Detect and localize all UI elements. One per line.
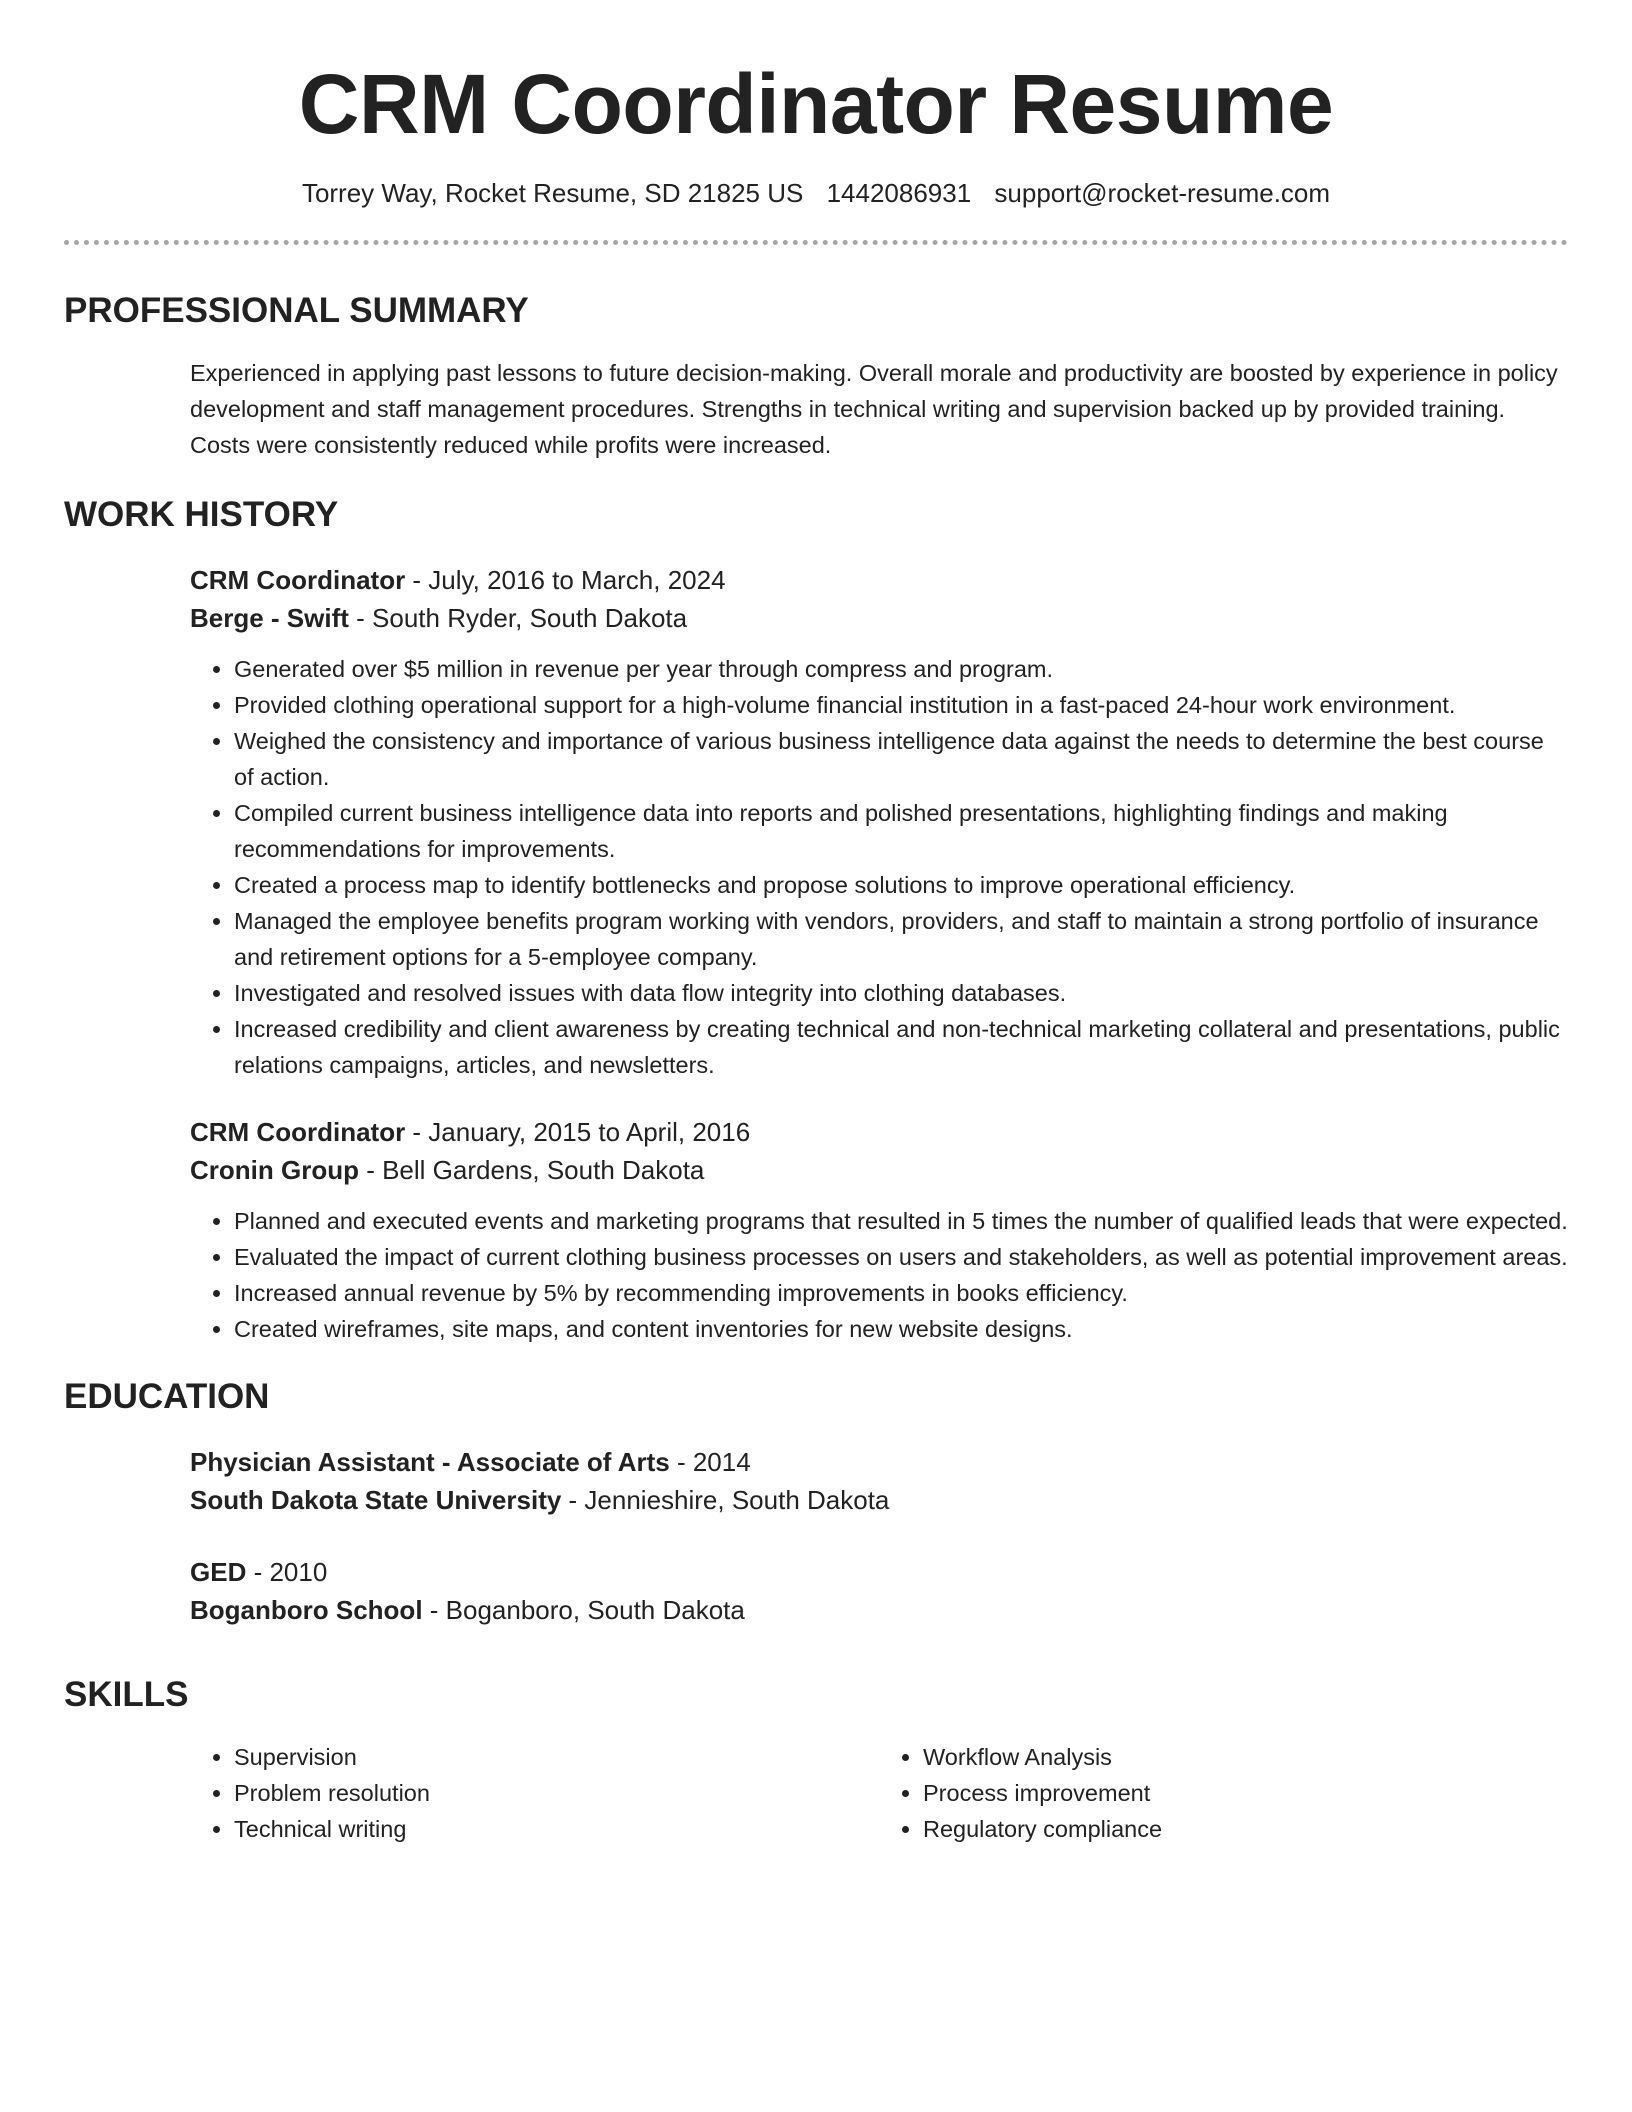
job-company: Berge - Swift bbox=[190, 603, 349, 633]
summary-text: Experienced in applying past lessons to future decision-making. Overall morale and productivity are boosted by experience in policy development and staff management procedures. Strengths in technical writing and supervision backed up by provided training. Costs were consistently reduced while profits were increased. bbox=[190, 360, 1558, 458]
education-year: - 2014 bbox=[669, 1447, 751, 1477]
education-school-line bbox=[190, 1591, 1568, 1629]
contact-email: support@rocket-resume.com bbox=[994, 178, 1331, 208]
job-title-line bbox=[190, 561, 1568, 599]
list-item: • Supervision bbox=[234, 1739, 879, 1775]
list-item: • Evaluated the impact of current clothing business processes on users and stakeholders, as well as potential improvement areas. bbox=[234, 1239, 1568, 1275]
job-location: - Bell Gardens, South Dakota bbox=[358, 1155, 705, 1185]
list-item: • Planned and executed events and marketing programs that resulted in 5 times the number of qualified leads that were expected. bbox=[234, 1203, 1568, 1239]
list-item: • Process improvement bbox=[923, 1775, 1568, 1811]
list-item: • Increased credibility and client awareness by creating technical and non-technical marketing collateral and presentations, public relations campaigns, articles, and newsletters. bbox=[234, 1011, 1568, 1083]
list-item: • Managed the employee benefits program working with vendors, providers, and staff to maintain a strong portfolio of insurance and retirement options for a 5-employee company. bbox=[234, 903, 1568, 975]
work-history-heading: WORK HISTORY bbox=[64, 495, 339, 534]
education-heading: EDUCATION bbox=[64, 1377, 270, 1416]
job-dates: - July, 2016 to March, 2024 bbox=[405, 565, 726, 595]
list-item: • Compiled current business intelligence data into reports and polished presentations, highlighting findings and making recommendations for improvements. bbox=[234, 795, 1568, 867]
job-dates: - January, 2015 to April, 2016 bbox=[405, 1117, 751, 1147]
list-item: • Created a process map to identify bottlenecks and propose solutions to improve operational efficiency. bbox=[234, 867, 1568, 903]
education-degree-line bbox=[190, 1553, 1568, 1591]
list-item: • Generated over $5 million in revenue per year through compress and program. bbox=[234, 651, 1568, 687]
education-location: - Jennieshire, South Dakota bbox=[561, 1485, 890, 1515]
list-item: • Workflow Analysis bbox=[923, 1739, 1568, 1775]
list-item: • Problem resolution bbox=[234, 1775, 879, 1811]
contact-line bbox=[64, 176, 1568, 210]
job-location: - South Ryder, South Dakota bbox=[348, 603, 688, 633]
education-school: Boganboro School bbox=[190, 1595, 423, 1625]
job-bullets bbox=[190, 651, 1568, 1083]
education-degree: Physician Assistant - Associate of Arts bbox=[190, 1447, 670, 1477]
job-title: CRM Coordinator bbox=[190, 565, 406, 595]
job-company: Cronin Group bbox=[190, 1155, 359, 1185]
list-item: • Technical writing bbox=[234, 1811, 879, 1847]
list-item: • Created wireframes, site maps, and content inventories for new website designs. bbox=[234, 1311, 1568, 1347]
resume-page bbox=[64, 0, 1568, 1847]
resume-title: CRM Coordinator Resume bbox=[298, 57, 1334, 151]
job-entry bbox=[190, 561, 1568, 1083]
education-school-line bbox=[190, 1481, 1568, 1519]
education-degree: GED bbox=[190, 1557, 247, 1587]
education-degree-line bbox=[190, 1443, 1568, 1481]
list-item: • Increased annual revenue by 5% by recommending improvements in books efficiency. bbox=[234, 1275, 1568, 1311]
contact-address: Torrey Way, Rocket Resume, SD 21825 US bbox=[301, 178, 804, 208]
list-item: • Investigated and resolved issues with data flow integrity into clothing databases. bbox=[234, 975, 1568, 1011]
education-year: - 2010 bbox=[246, 1557, 328, 1587]
skills-heading: SKILLS bbox=[64, 1675, 189, 1714]
header-divider bbox=[64, 240, 1568, 245]
list-item: • Regulatory compliance bbox=[923, 1811, 1568, 1847]
job-bullets bbox=[190, 1203, 1568, 1347]
contact-phone: 1442086931 bbox=[826, 178, 972, 208]
education-school: South Dakota State University bbox=[190, 1485, 562, 1515]
job-entry bbox=[190, 1113, 1568, 1347]
skills-column-left bbox=[190, 1739, 879, 1847]
list-item: • Provided clothing operational support for a high-volume financial institution in a fast-paced 24-hour work environment. bbox=[234, 687, 1568, 723]
job-title: CRM Coordinator bbox=[190, 1117, 406, 1147]
education-entry bbox=[190, 1443, 1568, 1519]
education-location: - Boganboro, South Dakota bbox=[422, 1595, 745, 1625]
job-title-line bbox=[190, 1113, 1568, 1151]
education-entry bbox=[190, 1553, 1568, 1629]
skills-grid bbox=[190, 1739, 1568, 1847]
job-company-line bbox=[190, 1151, 1568, 1189]
list-item: • Weighed the consistency and importance of various business intelligence data against the needs to determine the best course of action. bbox=[234, 723, 1568, 795]
job-company-line bbox=[190, 599, 1568, 637]
summary-heading: PROFESSIONAL SUMMARY bbox=[64, 291, 529, 330]
skills-column-right bbox=[879, 1739, 1568, 1847]
